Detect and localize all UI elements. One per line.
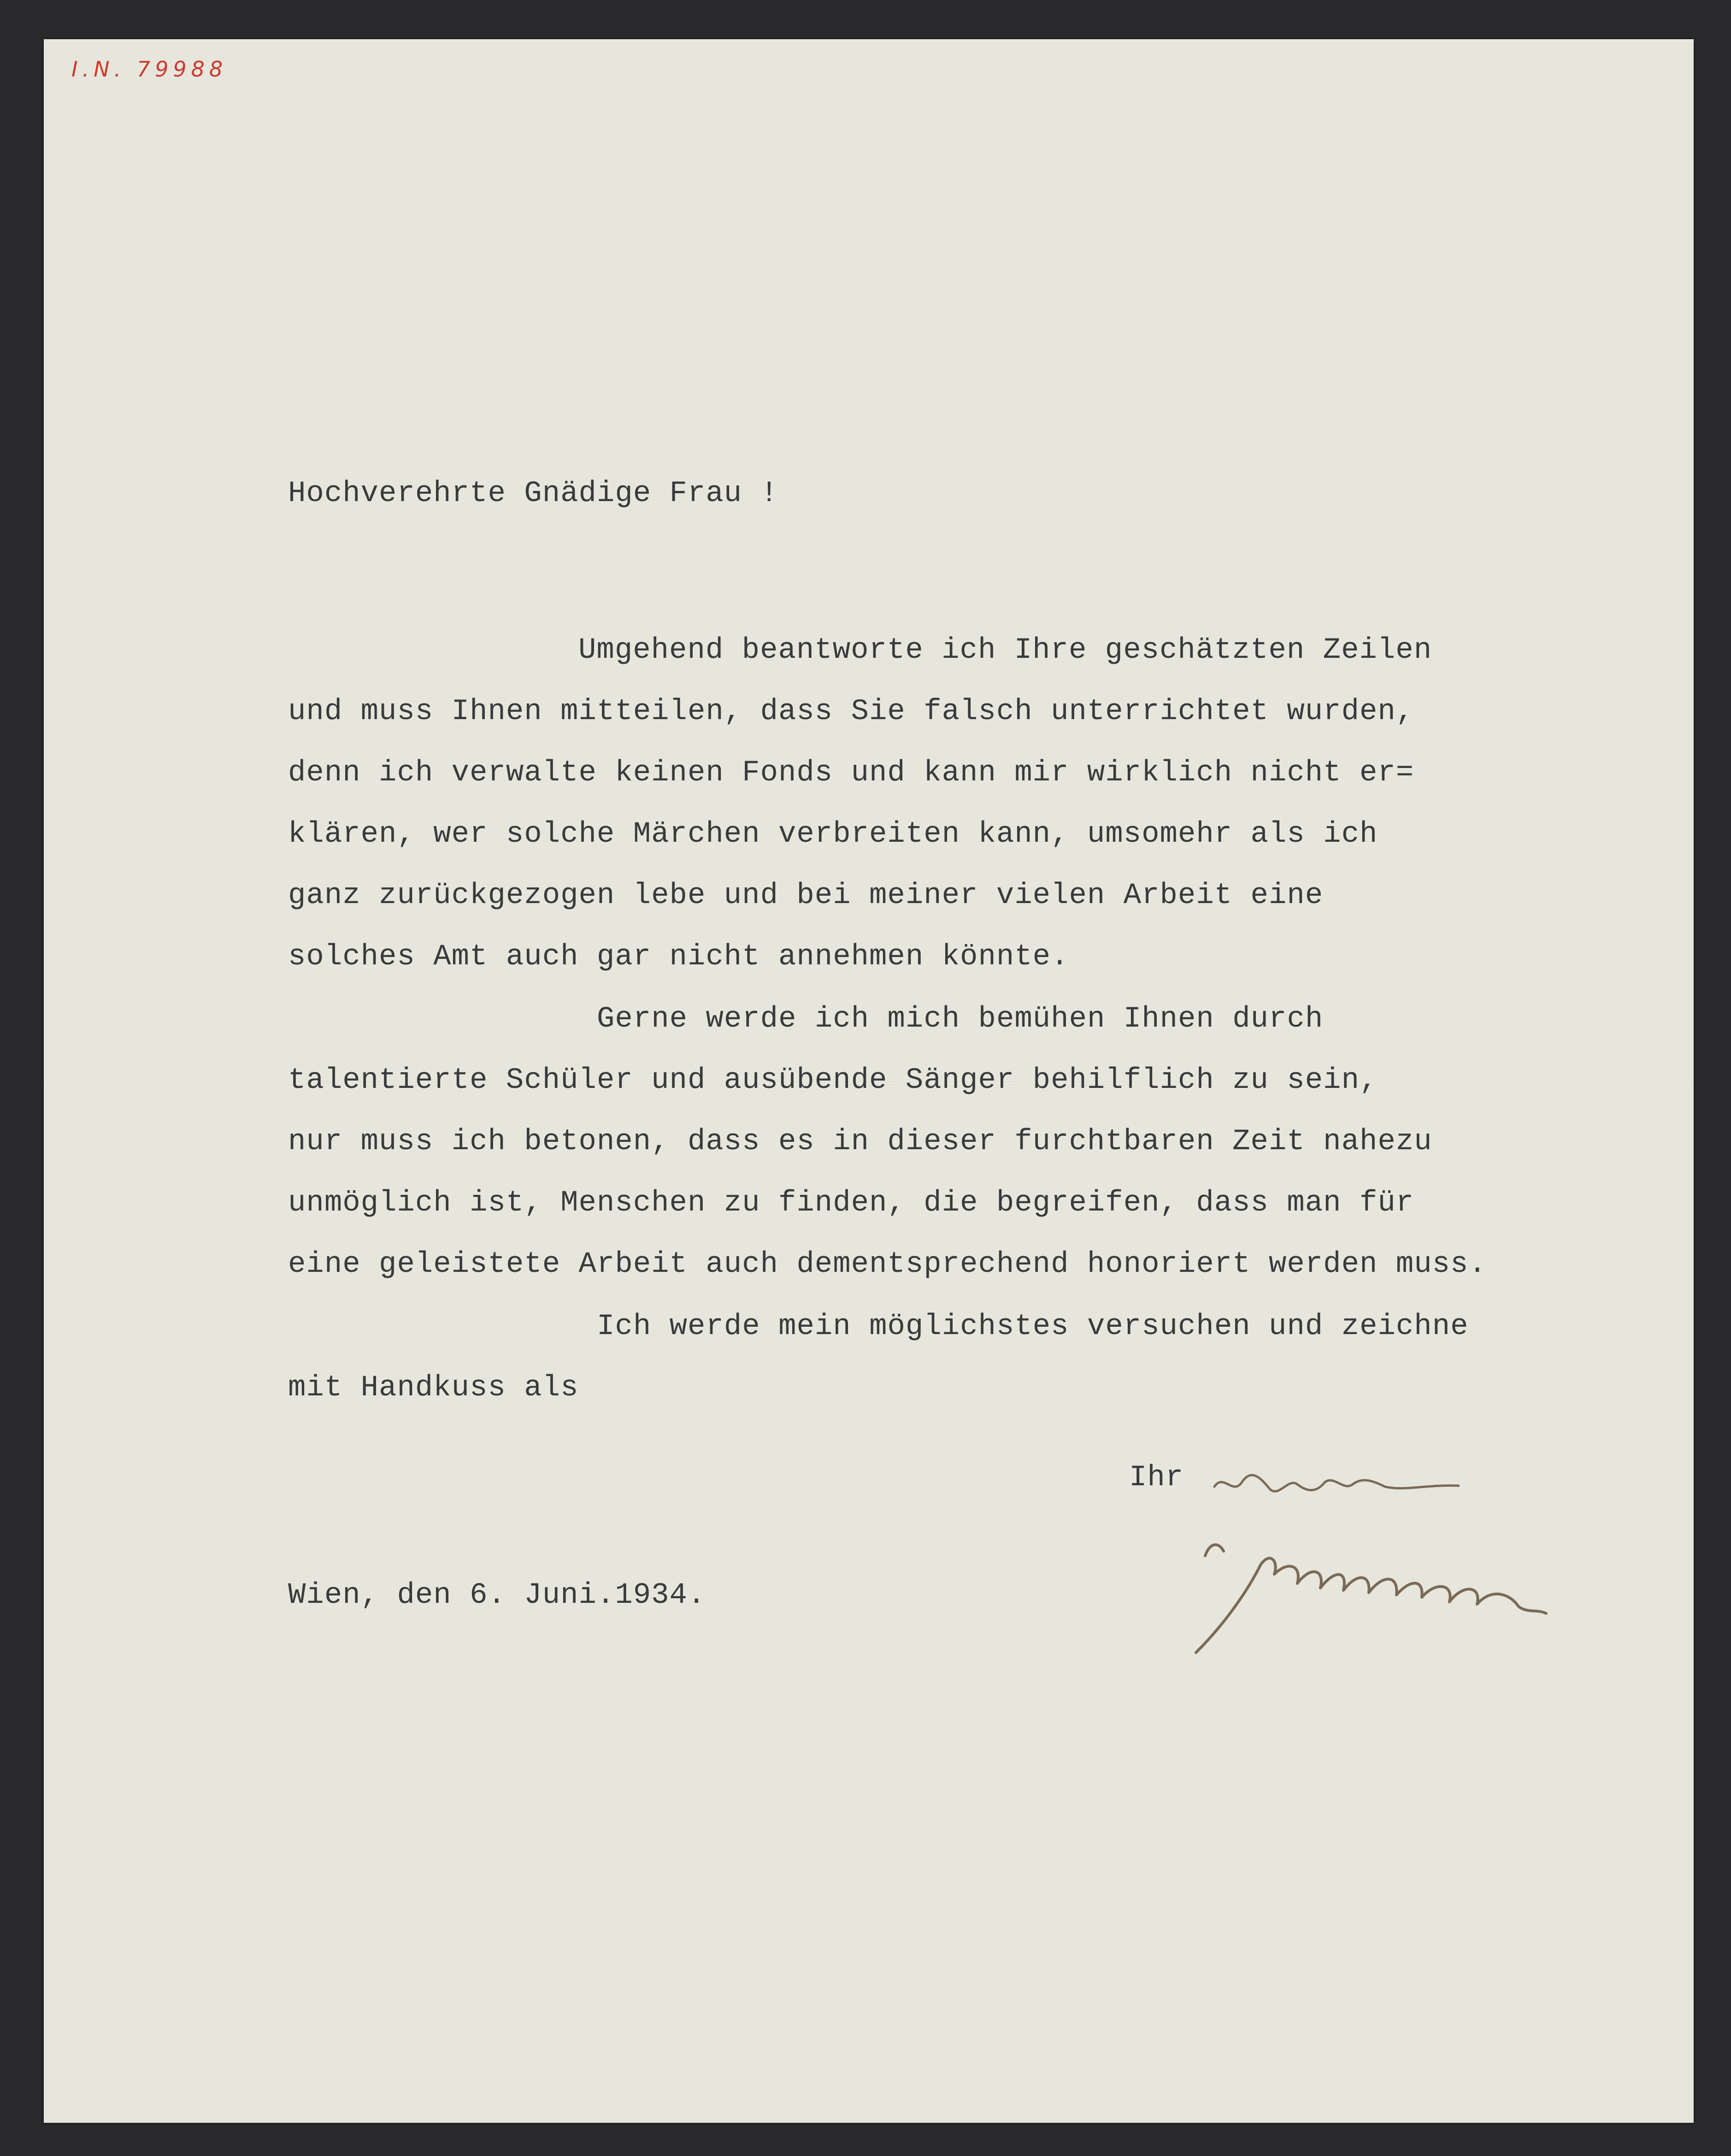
body-line: und muss Ihnen mitteilen, dass Sie falsch unterrichtet wurden,: [288, 695, 1414, 728]
closing-text: Ihr: [1129, 1461, 1184, 1494]
letter-sheet: [44, 39, 1694, 2123]
body-line: unmöglich ist, Menschen zu finden, die begreifen, dass man für: [288, 1187, 1414, 1220]
handwritten-closing: [1210, 1459, 1468, 1510]
body-line: mit Handkuss als: [288, 1371, 579, 1405]
body-line: klären, wer solche Märchen verbreiten kann, umsomehr als ich: [288, 818, 1378, 851]
body-line: talentierte Schüler und ausübende Sänger behilflich zu sein,: [288, 1064, 1378, 1097]
archive-number: I.N. 79988: [71, 57, 228, 82]
body-line: nur muss ich betonen, dass es in dieser furchtbaren Zeit nahezu: [288, 1125, 1432, 1158]
body-line: ganz zurückgezogen lebe und bei meiner vielen Arbeit eine: [288, 879, 1324, 912]
body-line: solches Amt auch gar nicht annehmen könnte.: [288, 940, 1069, 974]
body-line: denn ich verwalte keinen Fonds und kann mir wirklich nicht er=: [288, 756, 1414, 790]
signature: [1141, 1514, 1592, 1662]
body-line: Umgehend beantworte ich Ihre geschätzten Zeilen: [578, 634, 1432, 667]
place-date: Wien, den 6. Juni.1934.: [288, 1579, 706, 1612]
body-line: Gerne werde ich mich bemühen Ihnen durch: [597, 1003, 1324, 1036]
body-line: Ich werde mein möglichstes versuchen und zeichne: [597, 1310, 1469, 1343]
body-line: eine geleistete Arbeit auch dementsprechend honoriert werden muss.: [288, 1248, 1487, 1281]
salutation: Hochverehrte Gnädige Frau !: [288, 477, 778, 510]
